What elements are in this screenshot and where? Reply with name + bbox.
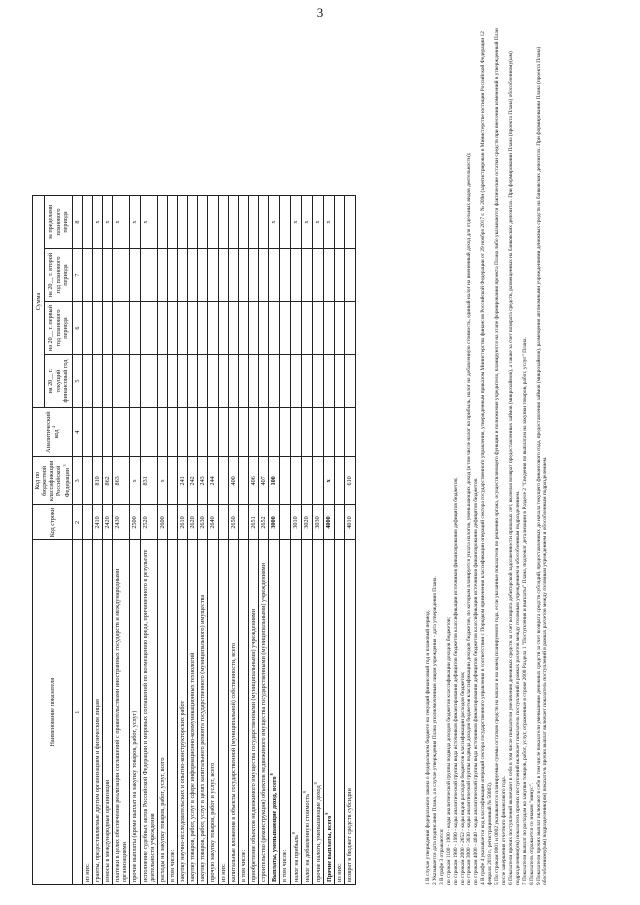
- row-year4: x: [130, 196, 140, 249]
- row-year3: [140, 249, 157, 302]
- column-number: 3: [72, 457, 82, 505]
- row-year1: [248, 355, 258, 408]
- footnote: по строкам 2000 - 2652 - коды видов расходов бюджетов классификации расходов бюджетов;: [459, 671, 466, 885]
- row-kbk: [167, 457, 177, 505]
- row-year3: [130, 249, 140, 302]
- row-year4: x: [140, 196, 157, 249]
- row-kbk: 831: [140, 457, 157, 505]
- row-name: возврат в бюджет средств субсидии: [345, 540, 355, 885]
- row-year4: [238, 196, 248, 249]
- row-kbk: [290, 457, 301, 505]
- rotated-sheet: [30, 20, 620, 890]
- row-kbk: [238, 457, 248, 505]
- row-name: строительство (реконструкция) объектов недвижимого имущества государственными (муниципальными) учреждениями: [259, 540, 269, 885]
- row-year1: [157, 355, 167, 408]
- table-row: [130, 196, 140, 885]
- table-row: [218, 196, 228, 885]
- row-year4: [218, 196, 228, 249]
- row-year3: [208, 249, 218, 302]
- row-code: 4000: [324, 505, 335, 540]
- row-kbk: x: [157, 457, 167, 505]
- row-year1: [188, 355, 198, 408]
- table-row: [238, 196, 248, 885]
- column-number: 1: [72, 540, 82, 885]
- row-analytic: [178, 408, 188, 457]
- row-year2: [259, 302, 269, 355]
- header-name: Наименование показателя: [33, 540, 73, 885]
- row-analytic: [259, 408, 269, 457]
- row-year1: [208, 355, 218, 408]
- row-year2: [178, 302, 188, 355]
- header-analytic: Аналитический код $^4$: [33, 408, 73, 457]
- row-year2: [280, 302, 290, 355]
- row-name: из них:: [218, 540, 228, 885]
- table-row: [113, 196, 130, 885]
- row-kbk: 242: [188, 457, 198, 505]
- row-year2: [198, 302, 208, 355]
- table-row: [178, 196, 188, 885]
- row-analytic: [238, 408, 248, 457]
- row-analytic: [218, 408, 228, 457]
- row-kbk: x: [130, 457, 140, 505]
- row-year1: [130, 355, 140, 408]
- header-year1: на 20__ г. текущий финансовый год: [44, 355, 72, 408]
- row-code: 3010: [290, 505, 301, 540]
- row-code: 2520: [140, 505, 157, 540]
- row-year1: [345, 355, 355, 408]
- row-year1: [280, 355, 290, 408]
- row-kbk: 244: [208, 457, 218, 505]
- row-code: 4010: [345, 505, 355, 540]
- row-analytic: [188, 408, 198, 457]
- row-year2: [345, 302, 355, 355]
- row-year1: [82, 355, 92, 408]
- row-year2: [269, 302, 280, 355]
- row-year3: [335, 249, 345, 302]
- row-year2: [167, 302, 177, 355]
- row-analytic: [208, 408, 218, 457]
- row-year1: [269, 355, 280, 408]
- page-number: 3: [316, 5, 324, 20]
- row-analytic: [157, 408, 167, 457]
- column-number: 4: [72, 408, 82, 457]
- row-year4: [178, 196, 188, 249]
- row-year4: [248, 196, 258, 249]
- row-name: закупку товаров, работ, услуг в целях капитального ремонта государственного (муниципального) имущества: [198, 540, 208, 885]
- row-year3: [228, 249, 238, 302]
- row-analytic: [228, 408, 238, 457]
- row-year4: [188, 196, 198, 249]
- row-year4: [335, 196, 345, 249]
- row-name: прочую закупку товаров, работ и услуг, всего: [208, 540, 218, 885]
- table-row: [280, 196, 290, 885]
- row-year1: [312, 355, 323, 408]
- row-year4: x: [269, 196, 280, 249]
- row-year3: [290, 249, 301, 302]
- row-year4: [198, 196, 208, 249]
- row-analytic: [92, 408, 102, 457]
- row-kbk: 863: [113, 457, 130, 505]
- row-code: 2430: [113, 505, 130, 540]
- row-name: из них:: [335, 540, 345, 885]
- row-code: 2650: [228, 505, 238, 540]
- row-year1: [324, 355, 335, 408]
- row-name: закупку товаров, работ, услуг в сфере информационно-коммуникационных технологий: [188, 540, 198, 885]
- row-year1: [301, 355, 312, 408]
- row-year3: [312, 249, 323, 302]
- row-name: Выплаты, уменьшающие доход, всего $^8$: [269, 540, 280, 885]
- row-year1: [103, 355, 113, 408]
- row-name: расходы на закупку товаров, работ, услуг, всего: [157, 540, 167, 885]
- table-row: [259, 196, 269, 885]
- row-year3: [218, 249, 228, 302]
- footnote: 4 В графе 4 указывается код классификации операций сектора государственного управления в соответствии с Порядком применения классификации операций сектора государственного управления, утвержденным приказом Министерства финансов Российской Федерации от 29 ноября 2017 г. № 209н (зарегистрирован в Министерстве юстиции Российской Федерации 12 февраля 2018 г., регистрационный № 50003).: [480, 31, 494, 885]
- table-row: [335, 196, 345, 885]
- row-year2: [208, 302, 218, 355]
- row-name: взносы в международные организации: [103, 540, 113, 885]
- row-year1: [228, 355, 238, 408]
- row-code: 2651: [248, 505, 258, 540]
- row-year4: [82, 196, 92, 249]
- row-name: в том числе:: [167, 540, 177, 885]
- row-name: гранты, предоставляемые другим организациям и физическим лицам: [92, 540, 102, 885]
- row-code: [280, 505, 290, 540]
- row-year3: [157, 249, 167, 302]
- row-year4: x: [324, 196, 335, 249]
- footnote: 5 По строкам 0001 и 0002 указываются планируемые суммы остатков средств на начало и на конец планируемого года, если указанные показатели по решению органа, осуществляющего функции и полномочия учредителя, планируются на этапе формирования проекта Плана либо указываются фактические остатки средств при внесении изменений в утвержденный План после завершения отчетного финансового года.: [494, 28, 507, 885]
- row-name: налог на прибыль $^8$: [290, 540, 301, 885]
- table-row: [82, 196, 92, 885]
- row-year1: [140, 355, 157, 408]
- row-year3: [345, 249, 355, 302]
- row-year2: [188, 302, 198, 355]
- row-year4: x: [113, 196, 130, 249]
- row-analytic: [280, 408, 290, 457]
- row-kbk: [280, 457, 290, 505]
- row-year1: [113, 355, 130, 408]
- table-row: [167, 196, 177, 885]
- row-name: прочие налоги, уменьшающие доход $^8$: [312, 540, 323, 885]
- table-row: [92, 196, 102, 885]
- row-year2: [103, 302, 113, 355]
- row-year4: [208, 196, 218, 249]
- row-year3: [92, 249, 102, 302]
- row-year1: [218, 355, 228, 408]
- table-row: [103, 196, 113, 885]
- row-name: платежи в целях обеспечения реализации соглашений с правительствами иностранных государств и международными организациями: [113, 540, 130, 885]
- row-year3: [248, 249, 258, 302]
- row-name: закупку научно-исследовательских и опытно-конструкторских работ: [178, 540, 188, 885]
- row-kbk: 407: [259, 457, 269, 505]
- row-year1: [335, 355, 345, 408]
- row-year2: [312, 302, 323, 355]
- column-number: 8: [72, 196, 82, 249]
- row-code: 2420: [103, 505, 113, 540]
- footnote: 7 Показатели выплат по расходам на закупки товаров, работ, услуг, отраженные в строке 2600 Раздела 1 "Поступления и выплаты" Плана, подлежат детализации в Разделе 2 "Сведения по выплатам на закупки товаров, работ, услуг" Плана.: [521, 337, 528, 885]
- row-name: приобретение объектов недвижимого имущества государственными (муниципальными) учреждениями: [248, 540, 258, 885]
- row-name: капитальные вложения в объекты государственной (муниципальной) собственности, всего: [228, 540, 238, 885]
- row-name: прочие выплаты (кроме выплат на закупку товаров, работ, услуг): [130, 540, 140, 885]
- table-row: [290, 196, 301, 885]
- row-kbk: x: [324, 457, 335, 505]
- row-analytic: [269, 408, 280, 457]
- row-kbk: [218, 457, 228, 505]
- row-year1: [198, 355, 208, 408]
- row-code: 2410: [92, 505, 102, 540]
- table-row: [228, 196, 238, 885]
- row-kbk: 400: [228, 457, 238, 505]
- row-year1: [238, 355, 248, 408]
- column-number: 2: [72, 505, 82, 540]
- footnote: по строкам 1100 - 1900 - коды аналитической группы подвида доходов бюджетов классификации доходов бюджетов;: [445, 616, 452, 885]
- row-code: 2500: [130, 505, 140, 540]
- footnote: 8 Показатель отражается со знаком "минус".: [528, 782, 535, 885]
- row-kbk: 100: [269, 457, 280, 505]
- row-kbk: 610: [345, 457, 355, 505]
- row-analytic: [324, 408, 335, 457]
- row-analytic: [248, 408, 258, 457]
- table-row: [140, 196, 157, 885]
- header-year3: на 20__ г. второй год планового периода: [44, 249, 72, 302]
- row-code: 2620: [188, 505, 198, 540]
- row-analytic: [312, 408, 323, 457]
- row-year2: [140, 302, 157, 355]
- row-year4: [345, 196, 355, 249]
- row-year4: [259, 196, 269, 249]
- row-year3: [259, 249, 269, 302]
- footnotes: [425, 25, 549, 885]
- row-year4: x: [290, 196, 301, 249]
- row-year2: [248, 302, 258, 355]
- row-year4: [167, 196, 177, 249]
- row-name: в том числе:: [238, 540, 248, 885]
- header-year4: за пределами планового периода: [44, 196, 72, 249]
- table-row: [301, 196, 312, 885]
- row-name: Прочие выплаты, всего $^9$: [324, 540, 335, 885]
- row-analytic: [140, 408, 157, 457]
- header-sum: Сумма: [33, 196, 45, 408]
- header-kbk: Код по бюджетной классификации Российской Федерации $^3$: [33, 457, 73, 505]
- row-kbk: 862: [103, 457, 113, 505]
- row-year3: [324, 249, 335, 302]
- header-year2: на 20__ г. первый год планового периода: [44, 302, 72, 355]
- row-year1: [92, 355, 102, 408]
- row-code: 2652: [259, 505, 269, 540]
- row-year2: [238, 302, 248, 355]
- footnote: 2 Указывается дата подписания Плана, а в случае утверждения Плана уполномоченным лицом учреждения - дата утверждения Плана.: [431, 576, 438, 885]
- table-row: [324, 196, 335, 885]
- row-year1: [167, 355, 177, 408]
- row-year2: [301, 302, 312, 355]
- row-year2: [113, 302, 130, 355]
- row-analytic: [335, 408, 345, 457]
- row-year4: [157, 196, 167, 249]
- footnote: по строкам 1980 - 1990 - коды аналитической группы вида источников финансирования дефицитов бюджетов классификации источников финансирования дефицитов бюджетов;: [452, 477, 459, 885]
- row-year3: [198, 249, 208, 302]
- plan-table: [32, 195, 356, 885]
- row-year1: [290, 355, 301, 408]
- table-row: [248, 196, 258, 885]
- row-year3: [167, 249, 177, 302]
- header-code: Код строки: [33, 505, 73, 540]
- row-kbk: [82, 457, 92, 505]
- table-row: [198, 196, 208, 885]
- footnote: 9 Показатели прочих выплат включают в себя в том числе показатели уменьшения денежных средств за счет возврата средств субсидий, предоставленных до начала текущего финансового года, предоставления займов (микрозаймов), размещения автономными учреждениями денежных средств на банковских депозитах. При формировании Плана (проекта Плана) обособленному(ым) подразделению(ям) показатель прочих выплат включает показатель поступлений в рамках расчетов между головным учреждением и обособленным подразделением.: [535, 46, 549, 885]
- table-row: [312, 196, 323, 885]
- row-year2: [335, 302, 345, 355]
- row-year2: [82, 302, 92, 355]
- row-analytic: [290, 408, 301, 457]
- row-year2: [92, 302, 102, 355]
- footnote: 3 В графе 3 отражаются:: [438, 828, 445, 885]
- row-year3: [82, 249, 92, 302]
- table-row: [208, 196, 218, 885]
- row-analytic: [82, 408, 92, 457]
- row-name: из них:: [82, 540, 92, 885]
- row-year2: [130, 302, 140, 355]
- row-kbk: 810: [92, 457, 102, 505]
- row-kbk: [301, 457, 312, 505]
- table-row: [345, 196, 355, 885]
- row-code: [82, 505, 92, 540]
- row-year1: [178, 355, 188, 408]
- row-analytic: [130, 408, 140, 457]
- row-analytic: [345, 408, 355, 457]
- row-code: 3020: [301, 505, 312, 540]
- row-analytic: [198, 408, 208, 457]
- column-number: 5: [72, 355, 82, 408]
- row-code: 3030: [312, 505, 323, 540]
- row-name: исполнение судебных актов Российской Федерации и мировых соглашений по возмещению вреда, причиненного в результате деятельности учреждения: [140, 540, 157, 885]
- row-kbk: 241: [178, 457, 188, 505]
- row-year4: x: [312, 196, 323, 249]
- row-analytic: [167, 408, 177, 457]
- row-year3: [301, 249, 312, 302]
- table-row: [188, 196, 198, 885]
- row-year3: [178, 249, 188, 302]
- row-year2: [218, 302, 228, 355]
- row-year4: x: [301, 196, 312, 249]
- row-code: [238, 505, 248, 540]
- row-year4: x: [103, 196, 113, 249]
- column-number: 7: [72, 249, 82, 302]
- row-analytic: [103, 408, 113, 457]
- row-year3: [103, 249, 113, 302]
- row-year1: [259, 355, 269, 408]
- table-row: [269, 196, 280, 885]
- footnote: по строкам 4000 - 4040 - коды аналитической группы вида источников финансирования дефицитов бюджетов классификации источников финансирования дефицитов бюджетов.: [473, 477, 480, 885]
- row-kbk: [312, 457, 323, 505]
- row-year3: [269, 249, 280, 302]
- row-year2: [157, 302, 167, 355]
- row-year4: [228, 196, 238, 249]
- row-analytic: [301, 408, 312, 457]
- table-row: [157, 196, 167, 885]
- footnote: 1 В случае утверждения федерального закона о федеральном бюджете на текущий финансовый год и плановый период.: [425, 609, 431, 885]
- row-kbk: 243: [198, 457, 208, 505]
- row-code: [167, 505, 177, 540]
- row-year3: [113, 249, 130, 302]
- row-year2: [290, 302, 301, 355]
- row-code: 2630: [198, 505, 208, 540]
- row-code: 2610: [178, 505, 188, 540]
- row-code: 2600: [157, 505, 167, 540]
- row-year2: [228, 302, 238, 355]
- row-name: налог на добавленную стоимость $^8$: [301, 540, 312, 885]
- row-analytic: [113, 408, 130, 457]
- row-year2: [324, 302, 335, 355]
- row-code: 2640: [208, 505, 218, 540]
- row-kbk: 406: [248, 457, 258, 505]
- row-code: 3000: [269, 505, 280, 540]
- column-number: 6: [72, 302, 82, 355]
- footnote: 6 Показатели прочих поступлений включают в себя в том числе показатели увеличения денежных средств за счет возврата дебиторской задолженности прошлых лет, включая возврат предоставленных займов (микрозаймов), а также за счет возврата средств, размещенных на банковских депозитах. При формировании Плана (проекта Плана) обособленному(ым) подразделению(ям) показатель прочих поступлений включает показатель поступлений в рамках расчетов между головным учреждением и обособленным подразделением.: [507, 51, 521, 885]
- row-kbk: [335, 457, 345, 505]
- row-year3: [280, 249, 290, 302]
- footnote: по строкам 3000 - 3030 - коды аналитической группы подвида доходов бюджетов классификации доходов бюджетов, по которым планируется уплата налогов, уменьшающих доход (в том числе налог на прибыль, налог на добавленную стоимость, единый налог на вмененный доход для отдельных видов деятельности);: [466, 152, 473, 885]
- row-year3: [238, 249, 248, 302]
- row-code: [218, 505, 228, 540]
- row-code: [335, 505, 345, 540]
- row-year4: x: [92, 196, 102, 249]
- row-year4: [280, 196, 290, 249]
- row-year3: [188, 249, 198, 302]
- row-name: в том числе:: [280, 540, 290, 885]
